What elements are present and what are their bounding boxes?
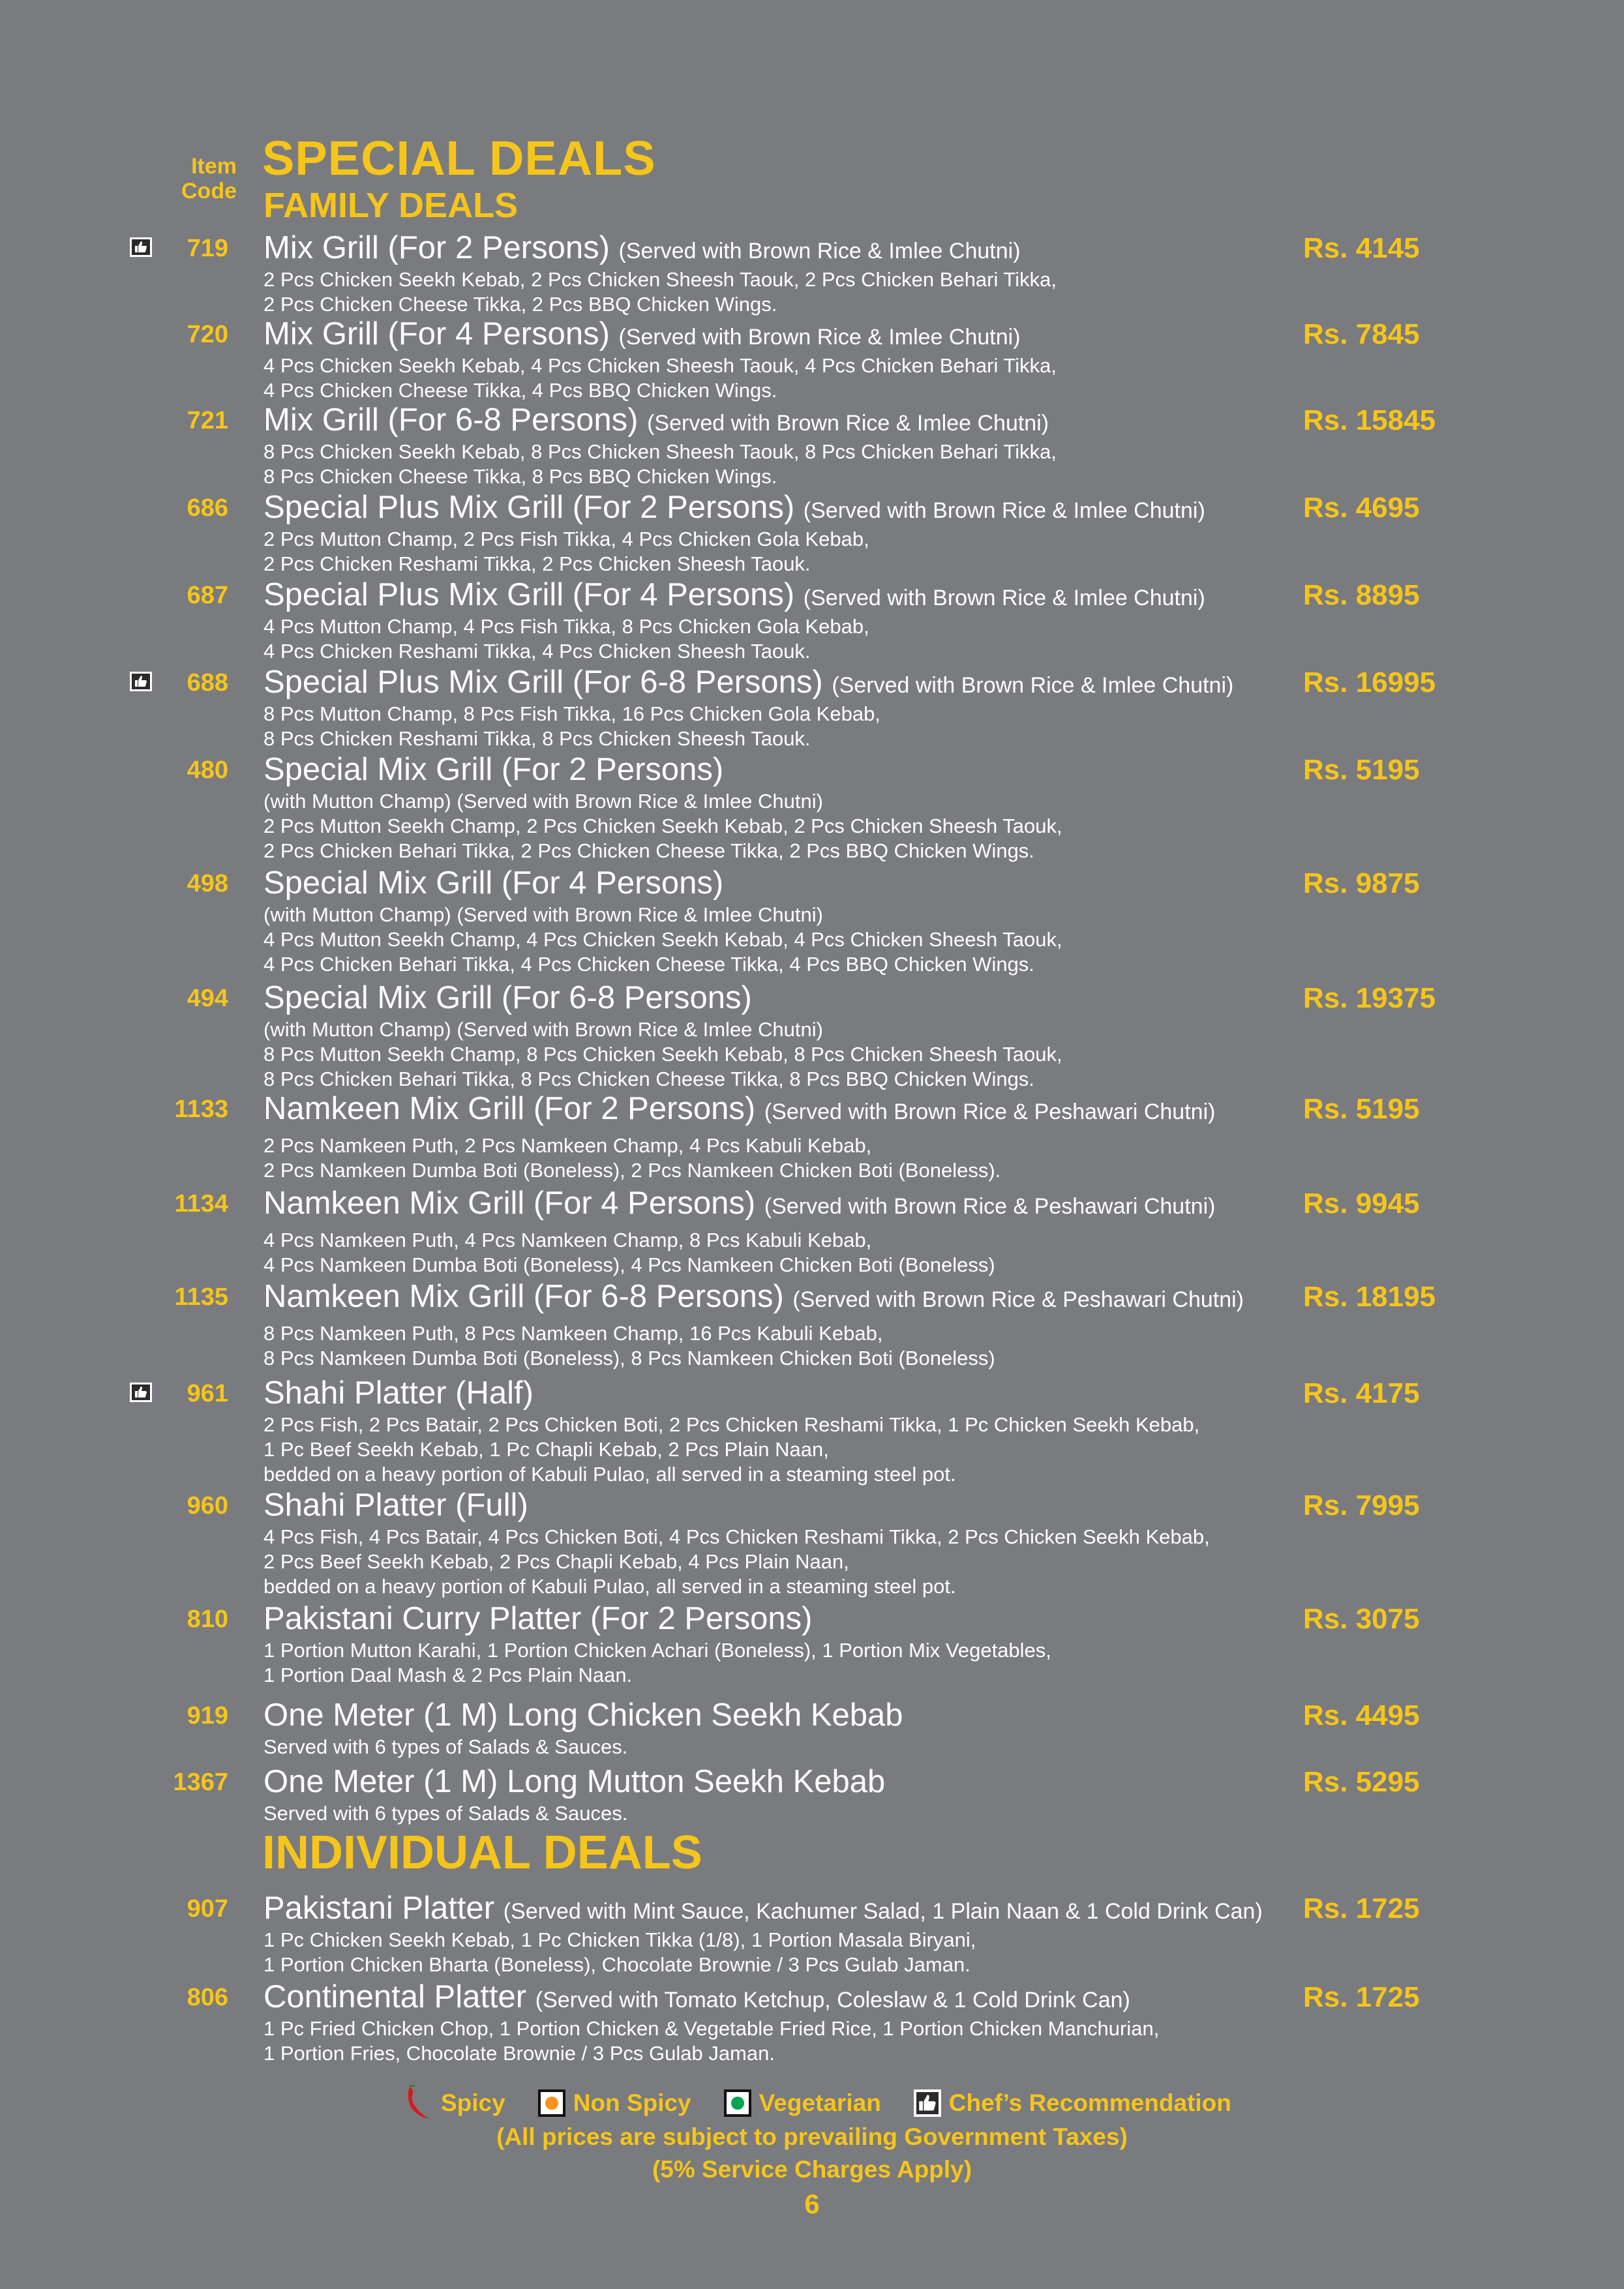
item-description-line: 1 Pc Beef Seekh Kebab, 1 Pc Chapli Kebab, 2 Pcs Plain Naan, <box>263 1438 829 1461</box>
item-code: 480 <box>187 756 228 784</box>
item-name: Namkeen Mix Grill (For 2 Persons) <box>263 1091 756 1126</box>
item-description <box>263 440 1057 489</box>
item-description-line: Served with 6 types of Salads & Sauces. <box>263 1802 628 1825</box>
item-code: 686 <box>187 494 228 522</box>
item-description-line: 8 Pcs Chicken Reshami Tikka, 8 Pcs Chicken Sheesh Taouk. <box>263 727 811 750</box>
vegetarian-icon <box>724 2089 751 2117</box>
item-description-line: 4 Pcs Namkeen Dumba Boti (Boneless), 4 Pcs Namkeen Chicken Boti (Boneless) <box>263 1253 995 1276</box>
item-name-line <box>263 1373 534 1413</box>
item-price: Rs. 4175 <box>1303 1377 1420 1409</box>
item-price: Rs. 3075 <box>1303 1603 1420 1635</box>
item-description-line: 8 Pcs Mutton Seekh Champ, 8 Pcs Chicken Seekh Kebab, 8 Pcs Chicken Sheesh Taouk, <box>263 1043 1062 1066</box>
item-code: 498 <box>187 870 228 897</box>
item-name-line <box>263 314 1021 357</box>
individual-deals-heading: INDIVIDUAL DEALS <box>262 1827 702 1879</box>
item-name-line <box>263 1089 1215 1131</box>
item-serving-note: (Served with Brown Rice & Imlee Chutni) <box>618 239 1021 263</box>
item-name-line <box>263 863 723 903</box>
item-description-line: 8 Pcs Mutton Champ, 8 Pcs Fish Tikka, 16 Pcs Chicken Gola Kebab, <box>263 702 880 725</box>
item-description-line: 4 Pcs Mutton Champ, 4 Pcs Fish Tikka, 8 Pcs Chicken Gola Kebab, <box>263 615 869 638</box>
item-code: 810 <box>187 1606 228 1633</box>
item-serving-note: (Served with Brown Rice & Peshawari Chutni) <box>764 1194 1216 1219</box>
item-price: Rs. 7845 <box>1303 318 1420 350</box>
item-name-line <box>263 1277 1244 1319</box>
item-description-line: 2 Pcs Mutton Seekh Champ, 2 Pcs Chicken Seekh Kebab, 2 Pcs Chicken Sheesh Taouk, <box>263 815 1062 837</box>
item-description <box>263 1735 627 1759</box>
item-serving-note: (Served with Mint Sauce, Kachumer Salad, 1 Plain Naan & 1 Cold Drink Can) <box>503 1899 1263 1924</box>
item-description <box>263 353 1057 403</box>
item-name: Mix Grill (For 2 Persons) <box>263 230 610 265</box>
item-description-line: 2 Pcs Beef Seekh Kebab, 2 Pcs Chapli Kebab, 4 Pcs Plain Naan, <box>263 1550 849 1573</box>
item-code: 1135 <box>174 1283 228 1311</box>
item-price: Rs. 8895 <box>1303 579 1420 611</box>
item-name: Special Mix Grill (For 4 Persons) <box>263 865 724 901</box>
item-name-line <box>263 1696 903 1735</box>
item-code: 961 <box>187 1380 228 1407</box>
item-name-line <box>263 750 723 789</box>
legend-non-spicy-label: Non Spicy <box>573 2089 691 2116</box>
item-serving-note: (Served with Brown Rice & Imlee Chutni) <box>803 586 1205 610</box>
item-price: Rs. 5195 <box>1303 754 1420 786</box>
item-name: Namkeen Mix Grill (For 4 Persons) <box>263 1186 756 1221</box>
item-description-line: 2 Pcs Mutton Champ, 2 Pcs Fish Tikka, 4 Pcs Chicken Gola Kebab, <box>263 528 869 550</box>
item-description-line: 2 Pcs Namkeen Puth, 2 Pcs Namkeen Champ, 4 Pcs Kabuli Kebab, <box>263 1134 872 1157</box>
item-description-line: 2 Pcs Fish, 2 Pcs Batair, 2 Pcs Chicken Boti, 2 Pcs Chicken Reshami Tikka, 1 Pc Chicken Seekh Kebab, <box>263 1413 1200 1436</box>
item-description-line: 1 Portion Chicken Bharta (Boneless), Chocolate Brownie / 3 Pcs Gulab Jaman. <box>263 1953 970 1976</box>
item-description-line: 2 Pcs Chicken Reshami Tikka, 2 Pcs Chicken Sheesh Taouk. <box>263 552 811 575</box>
item-price: Rs. 1725 <box>1303 1981 1420 2013</box>
item-description-line: 8 Pcs Chicken Cheese Tikka, 8 Pcs BBQ Chicken Wings. <box>263 465 777 488</box>
item-description <box>263 903 1062 977</box>
item-price: Rs. 1725 <box>1303 1893 1420 1924</box>
item-code: 720 <box>187 321 228 348</box>
item-description-line: 4 Pcs Chicken Behari Tikka, 4 Pcs Chicken Cheese Tikka, 4 Pcs BBQ Chicken Wings. <box>263 953 1034 976</box>
item-code-label-line1: Item <box>191 154 237 179</box>
item-price: Rs. 7995 <box>1303 1489 1420 1521</box>
item-name: One Meter (1 M) Long Chicken Seekh Kebab <box>263 1698 903 1733</box>
item-description-line: 8 Pcs Chicken Seekh Kebab, 8 Pcs Chicken Sheesh Taouk, 8 Pcs Chicken Behari Tikka, <box>263 440 1057 463</box>
item-description-line: Served with 6 types of Salads & Sauces. <box>263 1735 628 1758</box>
item-price: Rs. 9875 <box>1303 867 1420 899</box>
item-description-line: 8 Pcs Namkeen Puth, 8 Pcs Namkeen Champ, 16 Pcs Kabuli Kebab, <box>263 1322 883 1345</box>
legend-vegetarian-label: Vegetarian <box>759 2089 881 2116</box>
item-description-line: 4 Pcs Namkeen Puth, 4 Pcs Namkeen Champ, 8 Pcs Kabuli Kebab, <box>263 1229 872 1251</box>
item-description <box>263 1133 1000 1183</box>
item-price: Rs. 4695 <box>1303 492 1420 524</box>
tax-note: (All prices are subject to prevailing Government Taxes) <box>496 2123 1128 2150</box>
item-serving-note: (Served with Brown Rice & Imlee Chutni) <box>803 498 1205 523</box>
family-deals-heading: FAMILY DEALS <box>263 186 519 225</box>
item-description-line: 1 Portion Fries, Chocolate Brownie / 3 Pcs Gulab Jaman. <box>263 2042 775 2065</box>
item-price: Rs. 4145 <box>1303 232 1420 264</box>
item-price: Rs. 19375 <box>1303 982 1436 1014</box>
item-name: Special Mix Grill (For 2 Persons) <box>263 752 724 787</box>
item-code: 1134 <box>174 1190 228 1218</box>
item-price: Rs. 15845 <box>1303 404 1436 436</box>
item-description <box>263 789 1062 863</box>
item-price: Rs. 5195 <box>1303 1093 1420 1125</box>
legend-chefs-recommendation-label: Chef’s Recommendation <box>948 2089 1231 2116</box>
item-description <box>263 614 869 664</box>
item-description-line: (with Mutton Champ) (Served with Brown Rice & Imlee Chutni) <box>263 1018 823 1041</box>
item-name-line <box>263 488 1205 530</box>
item-price: Rs. 5295 <box>1303 1766 1420 1798</box>
item-name: Pakistani Curry Platter (For 2 Persons) <box>263 1601 813 1636</box>
item-name: Special Mix Grill (For 6-8 Persons) <box>263 980 752 1015</box>
item-name-line <box>263 978 752 1017</box>
item-name: Special Plus Mix Grill (For 2 Persons) <box>263 490 795 525</box>
item-description <box>263 702 880 751</box>
item-code-header <box>166 154 237 203</box>
item-description <box>263 1228 995 1278</box>
item-description <box>263 1638 1051 1688</box>
item-name-line <box>263 1762 885 1801</box>
item-description-line: bedded on a heavy portion of Kabuli Pulao, all served in a steaming steel pot. <box>263 1463 956 1486</box>
item-name: Special Plus Mix Grill (For 4 Persons) <box>263 577 795 612</box>
item-code: 494 <box>187 985 228 1012</box>
item-code: 719 <box>187 235 228 262</box>
item-name: Mix Grill (For 6-8 Persons) <box>263 402 639 438</box>
item-code: 687 <box>187 582 228 609</box>
item-name: Shahi Platter (Full) <box>263 1488 528 1523</box>
item-code: 1367 <box>173 1769 228 1796</box>
item-name-line <box>263 1889 1263 1931</box>
item-description <box>263 267 1057 317</box>
item-description <box>263 527 869 576</box>
item-serving-note: (Served with Brown Rice & Imlee Chutni) <box>618 325 1021 350</box>
item-name-line <box>263 1184 1215 1226</box>
item-description-line: bedded on a heavy portion of Kabuli Pulao, all served in a steaming steel pot. <box>263 1575 956 1598</box>
item-description-line: (with Mutton Champ) (Served with Brown Rice & Imlee Chutni) <box>263 790 823 813</box>
item-description <box>263 1017 1062 1092</box>
service-charge-note: (5% Service Charges Apply) <box>652 2156 972 2183</box>
item-code: 919 <box>187 1702 228 1729</box>
item-description-line: 2 Pcs Chicken Behari Tikka, 2 Pcs Chicken Cheese Tikka, 2 Pcs BBQ Chicken Wings. <box>263 839 1034 862</box>
legend <box>404 2087 1252 2119</box>
item-description <box>263 1928 976 1977</box>
item-name-line <box>263 400 1049 443</box>
item-name: Continental Platter <box>263 1979 527 2014</box>
item-code: 688 <box>187 669 228 696</box>
item-code: 960 <box>187 1492 228 1519</box>
item-description-line: 1 Pc Chicken Seekh Kebab, 1 Pc Chicken Tikka (1/8), 1 Portion Masala Biryani, <box>263 1928 976 1951</box>
item-name: Pakistani Platter <box>263 1891 495 1926</box>
item-description-line: 1 Portion Daal Mash & 2 Pcs Plain Naan. <box>263 1664 633 1686</box>
item-description-line: 1 Portion Mutton Karahi, 1 Portion Chicken Achari (Boneless), 1 Portion Mix Vegetables, <box>263 1639 1051 1662</box>
item-serving-note: (Served with Brown Rice & Imlee Chutni) <box>647 411 1049 436</box>
item-code: 1133 <box>174 1096 228 1123</box>
item-price: Rs. 4495 <box>1303 1699 1420 1731</box>
item-name: One Meter (1 M) Long Mutton Seekh Kebab <box>263 1764 886 1799</box>
item-description-line: 1 Pc Fried Chicken Chop, 1 Portion Chicken & Vegetable Fried Rice, 1 Portion Chicken Manchurian, <box>263 2017 1160 2040</box>
item-description-line: 2 Pcs Namkeen Dumba Boti (Boneless), 2 Pcs Namkeen Chicken Boti (Boneless). <box>263 1159 1001 1182</box>
item-name-line <box>263 1599 812 1638</box>
item-description-line: 2 Pcs Chicken Seekh Kebab, 2 Pcs Chicken Sheesh Taouk, 2 Pcs Chicken Behari Tikka, <box>263 268 1057 291</box>
page-number: 6 <box>804 2189 820 2219</box>
chili-icon <box>404 2085 433 2121</box>
item-name-line <box>263 228 1021 271</box>
item-description-line: 4 Pcs Fish, 4 Pcs Batair, 4 Pcs Chicken Boti, 4 Pcs Chicken Reshami Tikka, 2 Pcs Chicken Seekh Kebab, <box>263 1525 1210 1548</box>
item-name-line <box>263 1977 1130 2020</box>
item-code: 907 <box>187 1895 228 1922</box>
item-description <box>263 1321 995 1371</box>
item-name: Special Plus Mix Grill (For 6-8 Persons) <box>263 665 823 700</box>
item-price: Rs. 16995 <box>1303 666 1436 698</box>
item-description-line: 4 Pcs Chicken Cheese Tikka, 4 Pcs BBQ Chicken Wings. <box>263 379 777 402</box>
item-price: Rs. 18195 <box>1303 1281 1436 1313</box>
page-title: SPECIAL DEALS <box>262 131 656 185</box>
item-name: Shahi Platter (Half) <box>263 1375 534 1411</box>
item-name: Mix Grill (For 4 Persons) <box>263 316 610 352</box>
item-code: 806 <box>187 1984 228 2011</box>
item-description-line: 8 Pcs Namkeen Dumba Boti (Boneless), 8 Pcs Namkeen Chicken Boti (Boneless) <box>263 1347 995 1369</box>
item-description-line: 4 Pcs Chicken Reshami Tikka, 4 Pcs Chicken Sheesh Taouk. <box>263 640 811 663</box>
item-code-label-line2: Code <box>181 179 237 203</box>
item-serving-note: (Served with Brown Rice & Imlee Chutni) <box>832 673 1234 698</box>
item-name-line <box>263 663 1233 705</box>
item-code: 721 <box>187 407 228 434</box>
item-price: Rs. 9945 <box>1303 1188 1420 1219</box>
item-description-line: (with Mutton Champ) (Served with Brown Rice & Imlee Chutni) <box>263 903 823 926</box>
non-spicy-icon <box>538 2089 565 2117</box>
item-serving-note: (Served with Tomato Ketchup, Coleslaw & 1 Cold Drink Can) <box>535 1988 1130 2012</box>
item-description-line: 4 Pcs Mutton Seekh Champ, 4 Pcs Chicken Seekh Kebab, 4 Pcs Chicken Sheesh Taouk, <box>263 928 1062 951</box>
item-name-line <box>263 1486 528 1525</box>
item-description <box>263 1525 1210 1599</box>
item-description-line: 8 Pcs Chicken Behari Tikka, 8 Pcs Chicken Cheese Tikka, 8 Pcs BBQ Chicken Wings. <box>263 1068 1034 1090</box>
item-name: Namkeen Mix Grill (For 6-8 Persons) <box>263 1279 784 1314</box>
item-description <box>263 1413 1199 1487</box>
thumbs-up-icon <box>914 2089 941 2117</box>
item-description <box>263 1801 627 1826</box>
item-description-line: 4 Pcs Chicken Seekh Kebab, 4 Pcs Chicken Sheesh Taouk, 4 Pcs Chicken Behari Tikka, <box>263 354 1057 377</box>
item-description <box>263 2016 1159 2066</box>
item-serving-note: (Served with Brown Rice & Peshawari Chutni) <box>764 1100 1216 1124</box>
item-serving-note: (Served with Brown Rice & Peshawari Chutni) <box>792 1287 1244 1312</box>
item-description-line: 2 Pcs Chicken Cheese Tikka, 2 Pcs BBQ Chicken Wings. <box>263 293 777 316</box>
item-name-line <box>263 575 1205 618</box>
legend-spicy-label: Spicy <box>441 2089 505 2116</box>
